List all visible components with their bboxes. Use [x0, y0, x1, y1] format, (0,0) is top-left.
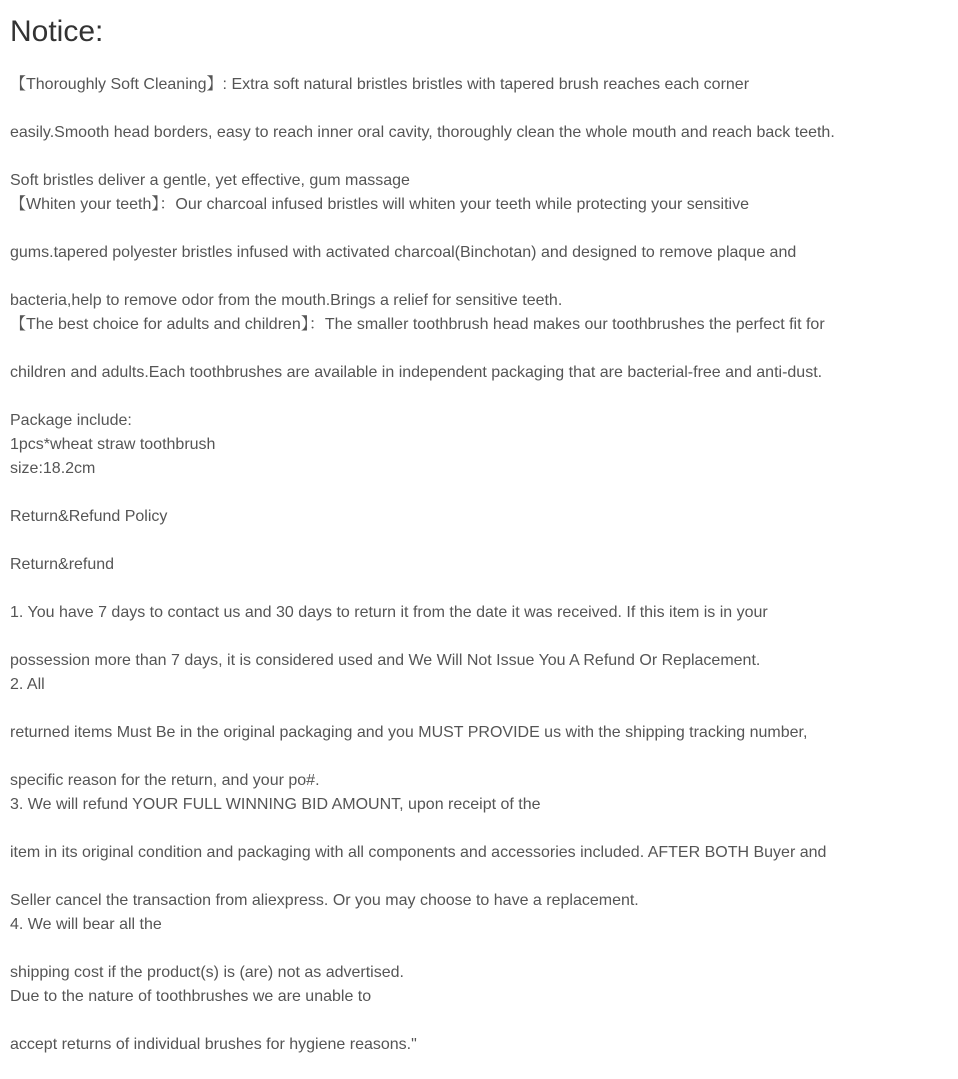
feature-whiten-line-3: bacteria,help to remove odor from the mouth.Brings a relief for sensitive teeth. [10, 292, 563, 309]
refund-policy-title: Return&Refund Policy [10, 508, 168, 525]
policy-item-2-line-3: specific reason for the return, and your po#. [10, 772, 320, 789]
package-item: 1pcs*wheat straw toothbrush [10, 436, 216, 453]
policy-item-3-line-1: 3. We will refund YOUR FULL WINNING BID AMOUNT, upon receipt of the [10, 796, 541, 813]
policy-item-2-line-1: 2. All [10, 676, 45, 693]
policy-item-4-line-1: 4. We will bear all the [10, 916, 162, 933]
hygiene-note-line-1: Due to the nature of toothbrushes we are unable to [10, 988, 372, 1005]
package-include-label: Package include: [10, 412, 132, 429]
feature-whiten-line-2: gums.tapered polyester bristles infused with activated charcoal(Binchotan) and designed to remove plaque and [10, 244, 797, 261]
feature-whiten-line-1: 【Whiten your teeth】：Our charcoal infused bristles will whiten your teeth while protecting your sensitive [10, 196, 750, 213]
policy-item-3-line-2: item in its original condition and packaging with all components and accessories included. AFTER BOTH Buyer and [10, 844, 827, 861]
feature-best-choice-line-2: children and adults.Each toothbrushes are available in independent packaging that are bacterial-free and anti-dust. [10, 364, 823, 381]
policy-item-1-line-1: 1. You have 7 days to contact us and 30 days to return it from the date it was received. If this item is in your [10, 604, 768, 621]
notice-heading: Notice: [10, 15, 104, 48]
policy-item-2-line-2: returned items Must Be in the original packaging and you MUST PROVIDE us with the shipping tracking number, [10, 724, 808, 741]
feature-soft-cleaning-line-3: Soft bristles deliver a gentle, yet effective, gum massage [10, 172, 410, 189]
feature-soft-cleaning-line-1: 【Thoroughly Soft Cleaning】: Extra soft natural bristles bristles with tapered brush reaches each corner [10, 76, 750, 93]
policy-item-1-line-2: possession more than 7 days, it is considered used and We Will Not Issue You A Refund Or Replacement. [10, 652, 761, 669]
package-size: size:18.2cm [10, 460, 96, 477]
policy-item-4-line-2: shipping cost if the product(s) is (are) not as advertised. [10, 964, 404, 981]
refund-subtitle: Return&refund [10, 556, 115, 573]
hygiene-note-line-2: accept returns of individual brushes for hygiene reasons." [10, 1036, 417, 1053]
feature-best-choice-line-1: 【The best choice for adults and children】：The smaller toothbrush head makes our toothbrushes the perfect fit for [10, 316, 825, 333]
policy-item-3-line-3: Seller cancel the transaction from aliexpress. Or you may choose to have a replacement. [10, 892, 639, 909]
feature-soft-cleaning-line-2: easily.Smooth head borders, easy to reach inner oral cavity, thoroughly clean the whole mouth and reach back teeth. [10, 124, 835, 141]
